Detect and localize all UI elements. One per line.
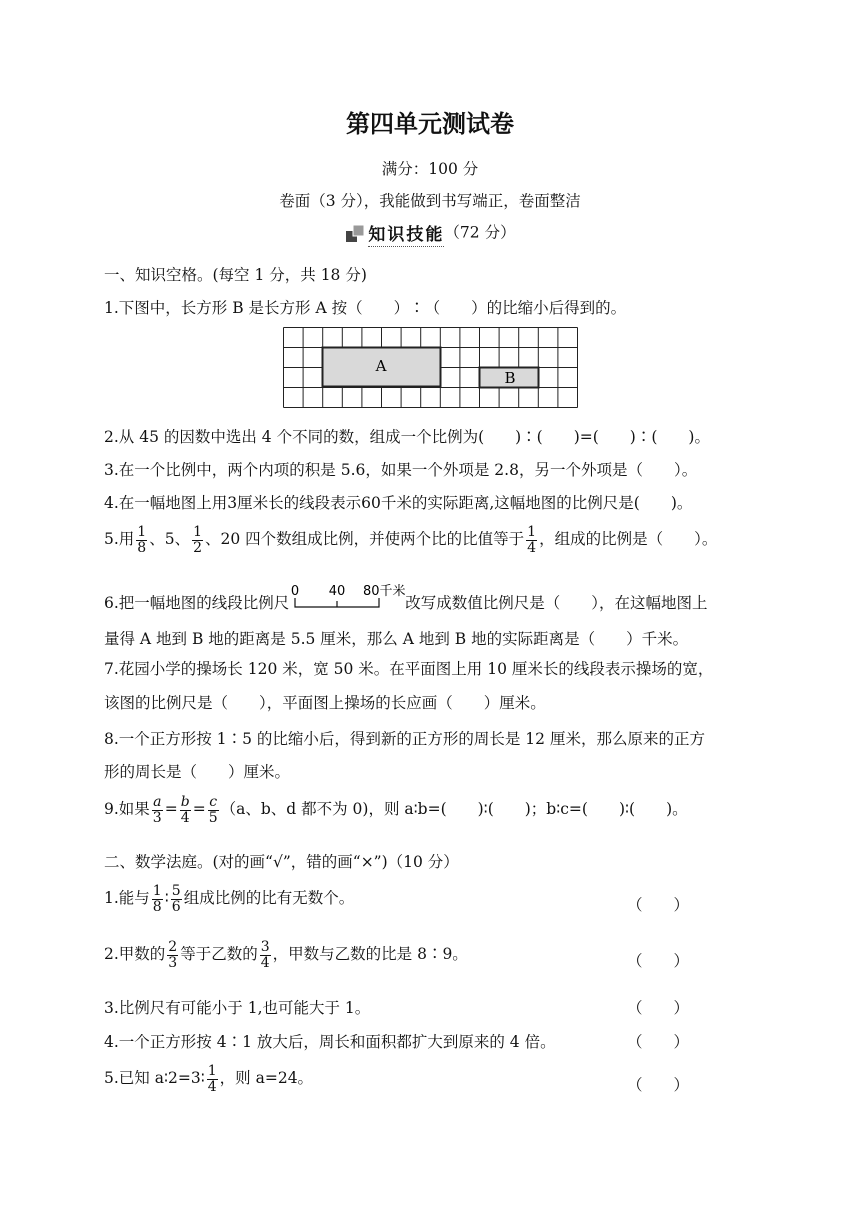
denominator: 4 [207,1078,217,1095]
section-score: （72 分） [444,223,516,242]
numerator: a [153,794,162,810]
answer-paren-2: （ ） [627,952,690,970]
part1-heading: 一、知识空格。(每空 1 分，共 18 分) [104,266,367,284]
q5-text-a: 5.用 [104,530,135,549]
numerator: 3 [260,939,270,955]
ratio-colon: ∶ [164,889,169,908]
numerator: 1 [193,524,203,540]
fraction [207,1064,218,1094]
p2q5-text-a: 5.已知 a∶2=3∶ [104,1069,205,1088]
denominator: 5 [208,809,218,826]
q2-2 [104,940,468,970]
full-score: 满分：100 分 [381,160,479,178]
section-badge-text: 知识技能 [368,220,444,247]
q1-9: 9.如果 $\frac{a}{3}$ = $\frac{b}{4}$ = $\frac{c}{5}$ （a、b、d 都不为 0)，则 a∶b=( )∶( )；b∶c=( )∶( )。 [104,794,688,826]
q1-8a: 8.一个正方形按 1∶5 的比缩小后，得到新的正方形的周长是 12 厘米，那么原来的正方 [104,730,705,748]
section-header [0,220,860,247]
answer-paren-4: （ ） [627,1033,690,1051]
q1-7b: 该图的比例尺是（ ），平面图上操场的长应画（ ）厘米。 [104,694,546,712]
part2-heading: 二、数学法庭。(对的画“√”，错的画“×”)（10 分） [104,853,459,871]
q2-1 [104,884,354,914]
q1-7a: 7.花园小学的操场长 120 米，宽 50 米。在平面图上用 10 厘米长的线段表示操场的宽， [104,660,714,678]
scale-bar-graphic [289,584,405,614]
fraction [152,795,163,825]
q1-8b: 形的周长是（ ）厘米。 [104,763,291,781]
p2q5-text-b: ，则 a=24。 [219,1069,314,1088]
q5-text-b: 、5、 [149,530,191,549]
numerator: 1 [152,883,162,899]
denominator: 6 [171,898,181,915]
label-a: A [375,357,387,375]
rectangle-grid [283,327,578,409]
numerator: 5 [171,883,181,899]
p2q1-text-a: 1.能与 [104,889,150,908]
q5-text-c: 、20 四个数组成比例，并使两个比的比值等于 [205,530,525,549]
q2-3: 3.比例尺有可能小于 1,也可能大于 1。 [104,999,371,1017]
line-scale [289,584,405,614]
fraction [192,525,203,555]
q1-5 [104,525,717,555]
q2-5 [104,1064,313,1094]
answer-paren-1: （ ） [627,896,690,914]
numerator: c [209,794,218,810]
fraction [152,884,163,914]
grid-figure [283,327,578,413]
q5-text-d: ，组成的比例是（ ）。 [539,530,718,549]
answer-paren-5: （ ） [627,1076,690,1094]
numerator: 1 [207,1063,217,1079]
fraction [136,525,147,555]
q1-6-cont: 量得 A 地到 B 地的距离是 5.5 厘米，那么 A 地到 B 地的实际距离是（ ）千米。 [104,630,689,648]
fraction [208,795,219,825]
numerator: 1 [527,524,537,540]
q2-4: 4.一个正方形按 4∶1 放大后，周长和面积都扩大到原来的 4 倍。 [104,1033,556,1051]
scale-tick-2: 80千米 [363,584,406,599]
section-badge [344,220,444,247]
fraction [167,940,178,970]
page-title: 第四单元测试卷 [346,110,514,138]
label-b: B [504,369,516,387]
denominator: 8 [137,539,147,556]
q1-2: 2.从 45 的因数中选出 4 个不同的数，组成一个比例为( )∶( )=( )∶( )。 [104,428,710,446]
q1-6 [104,584,708,614]
p2q2-text-b: 等于乙数的 [180,945,258,964]
scale-tick-0: 0 [291,584,300,599]
scale-tick-1: 40 [329,584,346,599]
denominator: 3 [152,809,162,826]
q6-text-a: 6.把一幅地图的线段比例尺 [104,594,290,612]
fraction [180,795,191,825]
p2q1-text-b: 组成比例的比有无数个。 [183,889,355,908]
fraction [526,525,537,555]
numerator: 1 [137,524,147,540]
fraction [171,884,182,914]
q9-text-b: （a、b、d 都不为 0)，则 a∶b=( )∶( )；b∶c=( )∶( )。 [220,800,688,819]
q6-text-b: 改写成数值比例尺是（ ），在这幅地图上 [405,594,708,612]
answer-paren-3: （ ） [627,999,690,1017]
denominator: 4 [527,539,537,556]
squares-icon [344,223,368,245]
numerator: 2 [168,939,178,955]
q1-3: 3.在一个比例中，两个内项的积是 5.6，如果一个外项是 2.8，另一个外项是（ ）。 [104,461,698,479]
q1-1: 1.下图中，长方形 B 是长方形 A 按（ ）∶（ ）的比缩小后得到的。 [104,299,627,317]
fraction [260,940,271,970]
denominator: 4 [180,809,190,826]
denominator: 2 [193,539,203,556]
numerator: b [180,794,190,810]
q9-text-a: 9.如果 [104,800,150,819]
p2q2-text-c: ，甲数与乙数的比是 8∶9。 [272,945,468,964]
q1-4: 4.在一幅地图上用3厘米长的线段表示60千米的实际距离,这幅地图的比例尺是( )。 [104,494,693,512]
denominator: 3 [168,954,178,971]
denominator: 4 [260,954,270,971]
denominator: 8 [152,898,162,915]
neatness-note: 卷面（3 分），我能做到书写端正，卷面整洁 [279,192,581,210]
p2q2-text-a: 2.甲数的 [104,945,166,964]
